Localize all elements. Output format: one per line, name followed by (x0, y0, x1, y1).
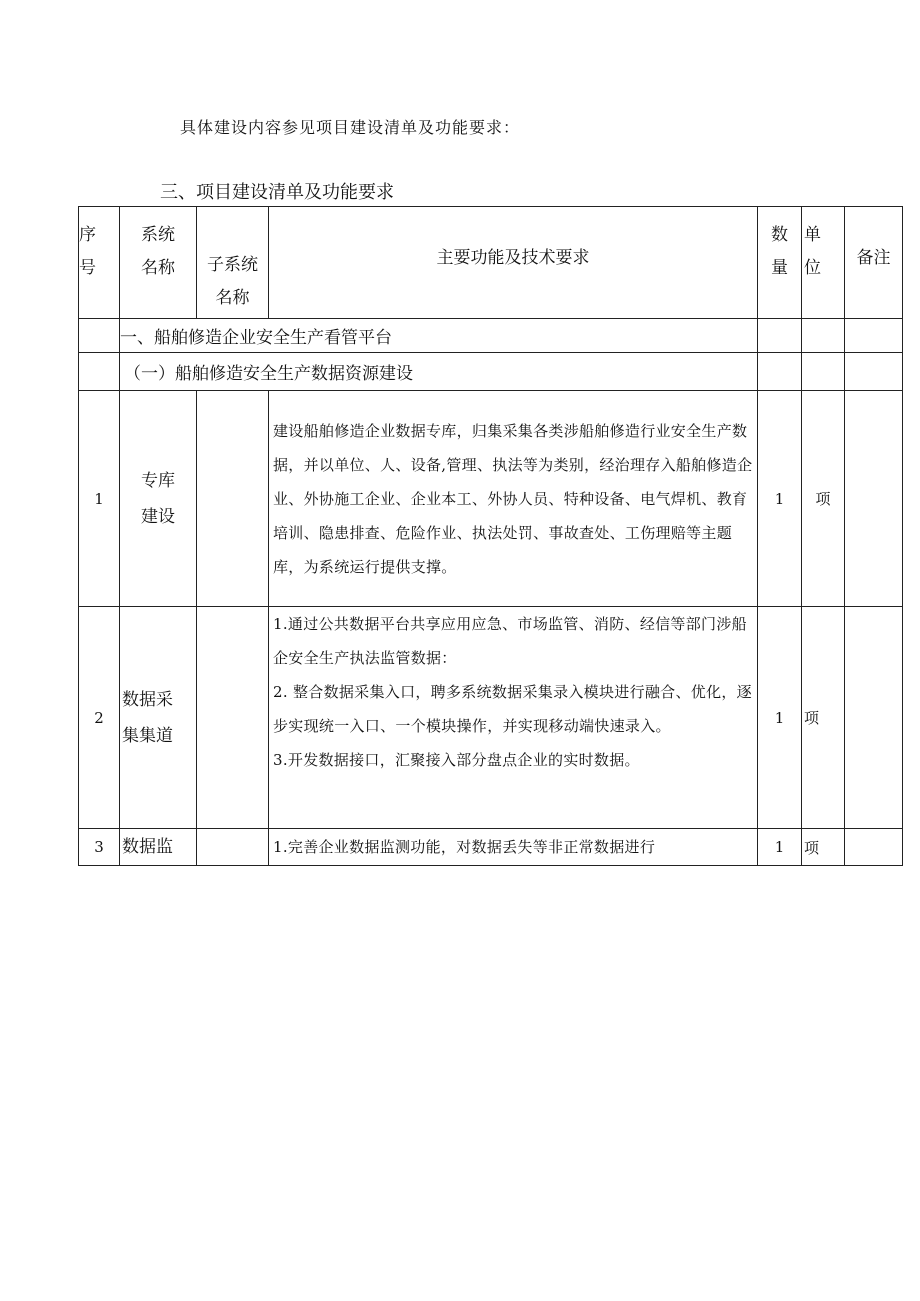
row-unit: 项 (802, 391, 845, 607)
row-system-name (120, 391, 197, 607)
subsection-row-empty-unit (802, 353, 845, 391)
row-system-name (120, 607, 197, 829)
section-row-empty-seq (79, 319, 120, 353)
row-system-line1: 数据采 (122, 689, 173, 710)
header-system-line2: 名称 (141, 258, 175, 278)
header-subsystem (197, 207, 269, 319)
header-row (79, 207, 903, 319)
row-seq: 3 (79, 829, 120, 866)
header-qty (758, 207, 802, 319)
requirement-item-1: 1.通过公共数据平台共享应用应急、市场监管、消防、经信等部门涉船企安全生产执法监管数据： (273, 615, 747, 667)
project-list-table (78, 206, 903, 866)
header-system-line1: 系统 (141, 225, 175, 245)
section-row (79, 319, 903, 353)
requirement-item-1: 1.完善企业数据监测功能，对数据丢失等非正常数据进行 (273, 838, 656, 856)
row-qty: 1 (758, 829, 802, 866)
table-row (79, 391, 903, 607)
header-qty-line2: 量 (771, 258, 788, 278)
header-seq (79, 207, 120, 319)
intro-text: 具体建设内容参见项目建设清单及功能要求： (180, 118, 521, 137)
row-subsystem-name (197, 391, 269, 607)
header-remark: 备注 (845, 207, 903, 319)
subsection-row-empty-seq (79, 353, 120, 391)
row-unit: 项 (802, 829, 845, 866)
row-subsystem-name (197, 607, 269, 829)
header-unit-line2: 位 (804, 258, 821, 278)
row-system-line1: 数据监 (122, 837, 173, 857)
row-unit: 项 (802, 607, 845, 829)
section-row-empty-qty (758, 319, 802, 353)
header-subsystem-line2: 名称 (215, 288, 250, 308)
header-system (120, 207, 197, 319)
header-unit (802, 207, 845, 319)
section-row-empty-unit (802, 319, 845, 353)
requirement-item-2: 2. 整合数据采集入口，聘多系统数据采集录入模块进行融合、优化，逐步实现统一入口、一个模块操作，并实现移动端快速录入。 (273, 683, 752, 735)
table-row (79, 607, 903, 829)
row-requirements (269, 607, 758, 829)
subsection-row-empty-qty (758, 353, 802, 391)
row-system-line2: 集集道 (122, 725, 173, 746)
row-qty: 1 (758, 607, 802, 829)
subsection-title: （一）船舶修造安全生产数据资源建设 (120, 353, 758, 391)
table-row (79, 829, 903, 866)
row-requirements (269, 391, 758, 607)
row-qty: 1 (758, 391, 802, 607)
row-remark (845, 607, 903, 829)
row-subsystem-name (197, 829, 269, 866)
subsection-row-empty-remark (845, 353, 903, 391)
header-qty-line1: 数 (771, 225, 788, 245)
requirement-text: 建设船舶修造企业数据专库，归集采集各类涉船舶修造行业安全生产数据，并以单位、人、设备,管理、执法等为类别，经治理存入船舶修造企业、外协施工企业、企业本工、外协人员、特种设备、电气焊机、教育培训、隐患排查、危险作业、执法处罚、事故查处、工伤理赔等主题库，为系统运行提供支撑。 (273, 421, 753, 576)
section-row-empty-remark (845, 319, 903, 353)
row-remark (845, 391, 903, 607)
row-requirements (269, 829, 758, 866)
header-seq-line2: 号 (79, 258, 96, 278)
row-system-name (120, 829, 197, 866)
row-seq: 1 (79, 391, 120, 607)
subsection-row (79, 353, 903, 391)
section-title: 一、船舶修造企业安全生产看管平台 (120, 319, 758, 353)
header-seq-line1: 序 (79, 225, 96, 245)
header-unit-line1: 单 (804, 225, 821, 245)
row-system-line2: 建设 (141, 506, 175, 527)
row-seq: 2 (79, 607, 120, 829)
row-system-line1: 专库 (141, 470, 175, 491)
row-remark (845, 829, 903, 866)
section-heading: 三、项目建设清单及功能要求 (160, 182, 394, 203)
header-requirements: 主要功能及技术要求 (269, 207, 758, 319)
header-subsystem-line1: 子系统 (207, 255, 258, 275)
requirement-item-3: 3.开发数据接口，汇聚接入部分盘点企业的实时数据。 (273, 751, 640, 769)
